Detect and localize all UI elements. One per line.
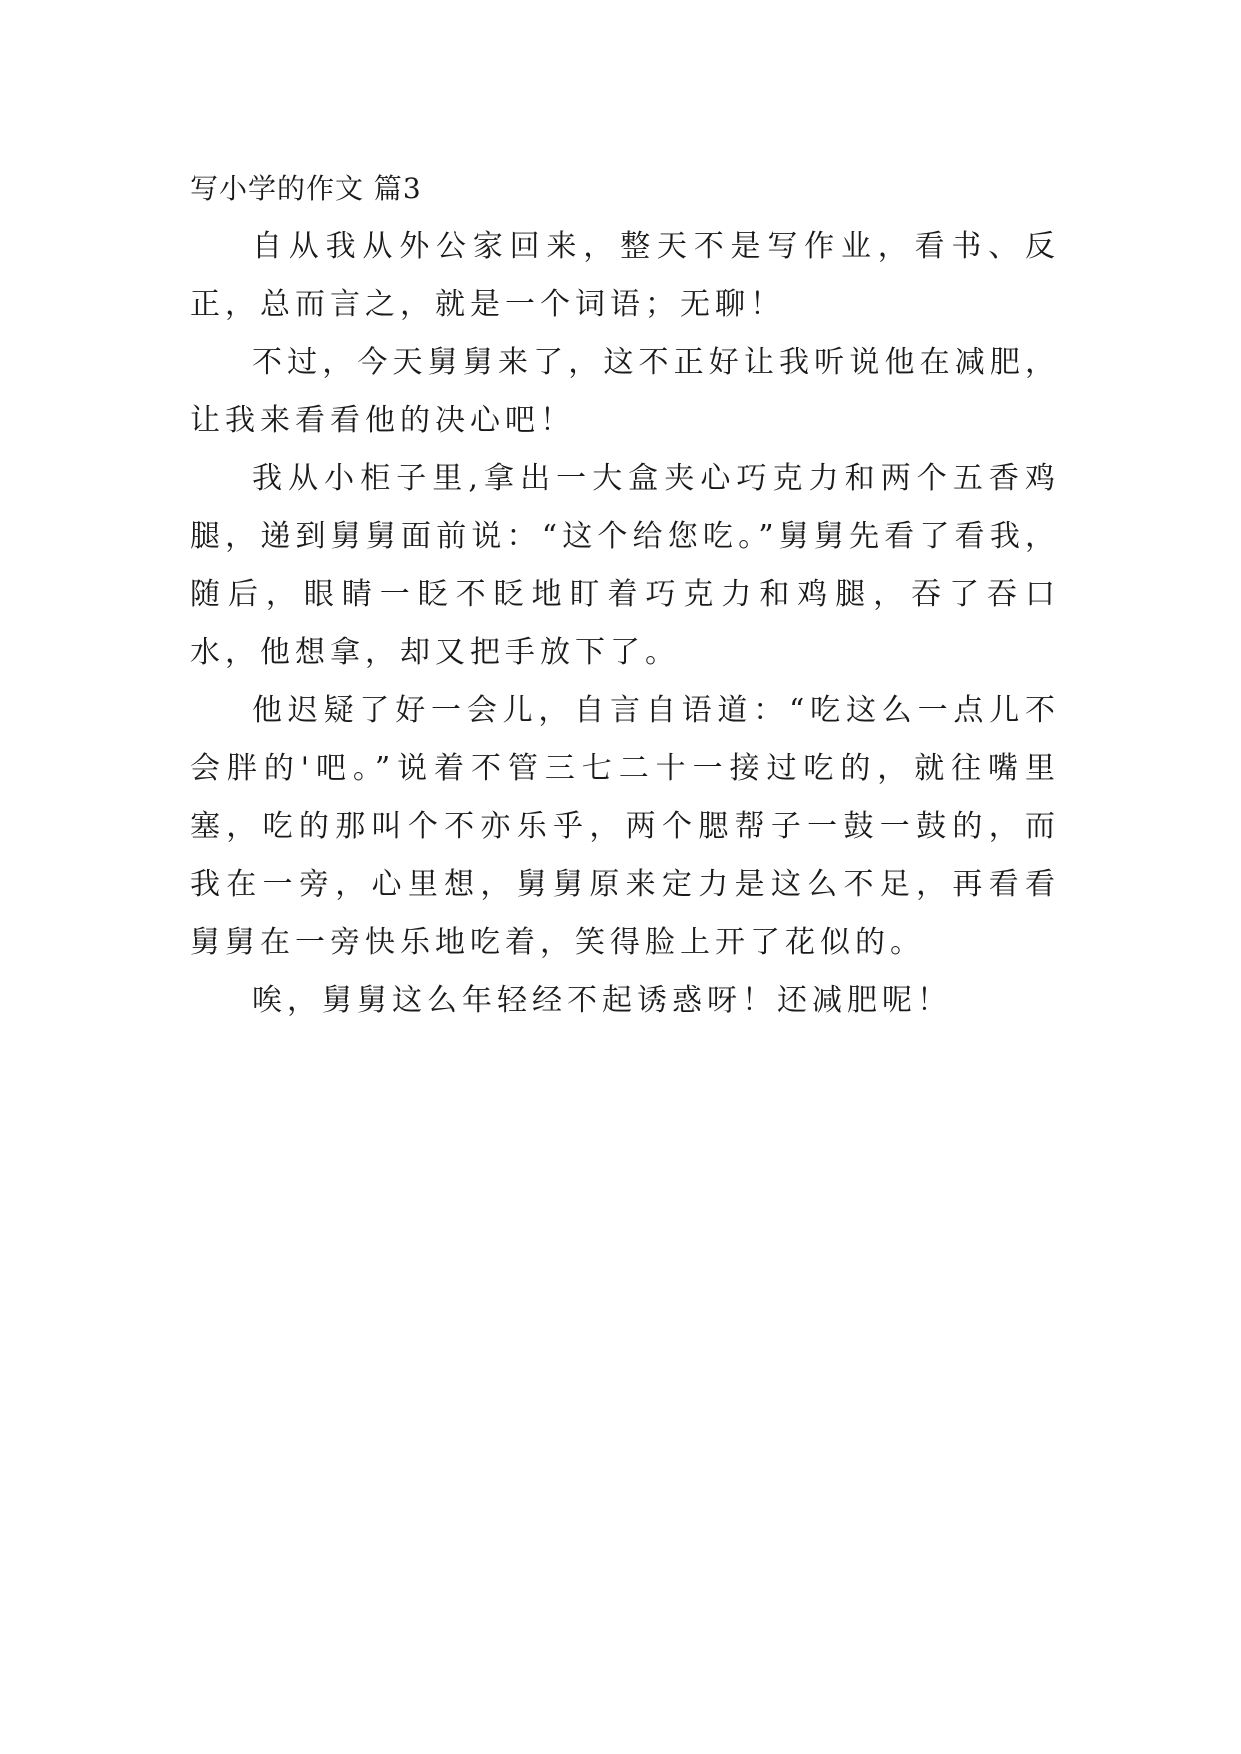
paragraph-5: 唉，舅舅这么年轻经不起诱惑呀！还减肥呢！ [252, 983, 952, 1018]
paragraph-1: 自从我从外公家回来，整天不是写作业，看书、反正，总而言之，就是一个词语；无聊！ [190, 229, 1060, 322]
paragraph-2: 不过，今天舅舅来了，这不正好让我听说他在减肥，让我来看看他的决心吧！ [190, 345, 1060, 438]
paragraph-3: 我从小柜子里,拿出一大盒夹心巧克力和两个五香鸡腿，递到舅舅面前说：“这个给您吃。”舅舅先看了看我，随后，眼睛一眨不眨地盯着巧克力和鸡腿，吞了吞口水，他想拿，却又把手放下了。 [190, 461, 1060, 670]
document-body [190, 160, 1060, 1030]
paragraph-4: 他迟疑了好一会儿，自言自语道：“吃这么一点儿不会胖的'吧。”说着不管三七二十一接过吃的，就往嘴里塞，吃的那叫个不亦乐乎，两个腮帮子一鼓一鼓的，而我在一旁，心里想，舅舅原来定力是这么不足，再看看舅舅在一旁快乐地吃着，笑得脸上开了花似的。 [190, 693, 1060, 960]
document-title: 写小学的作文 篇3 [190, 172, 422, 205]
